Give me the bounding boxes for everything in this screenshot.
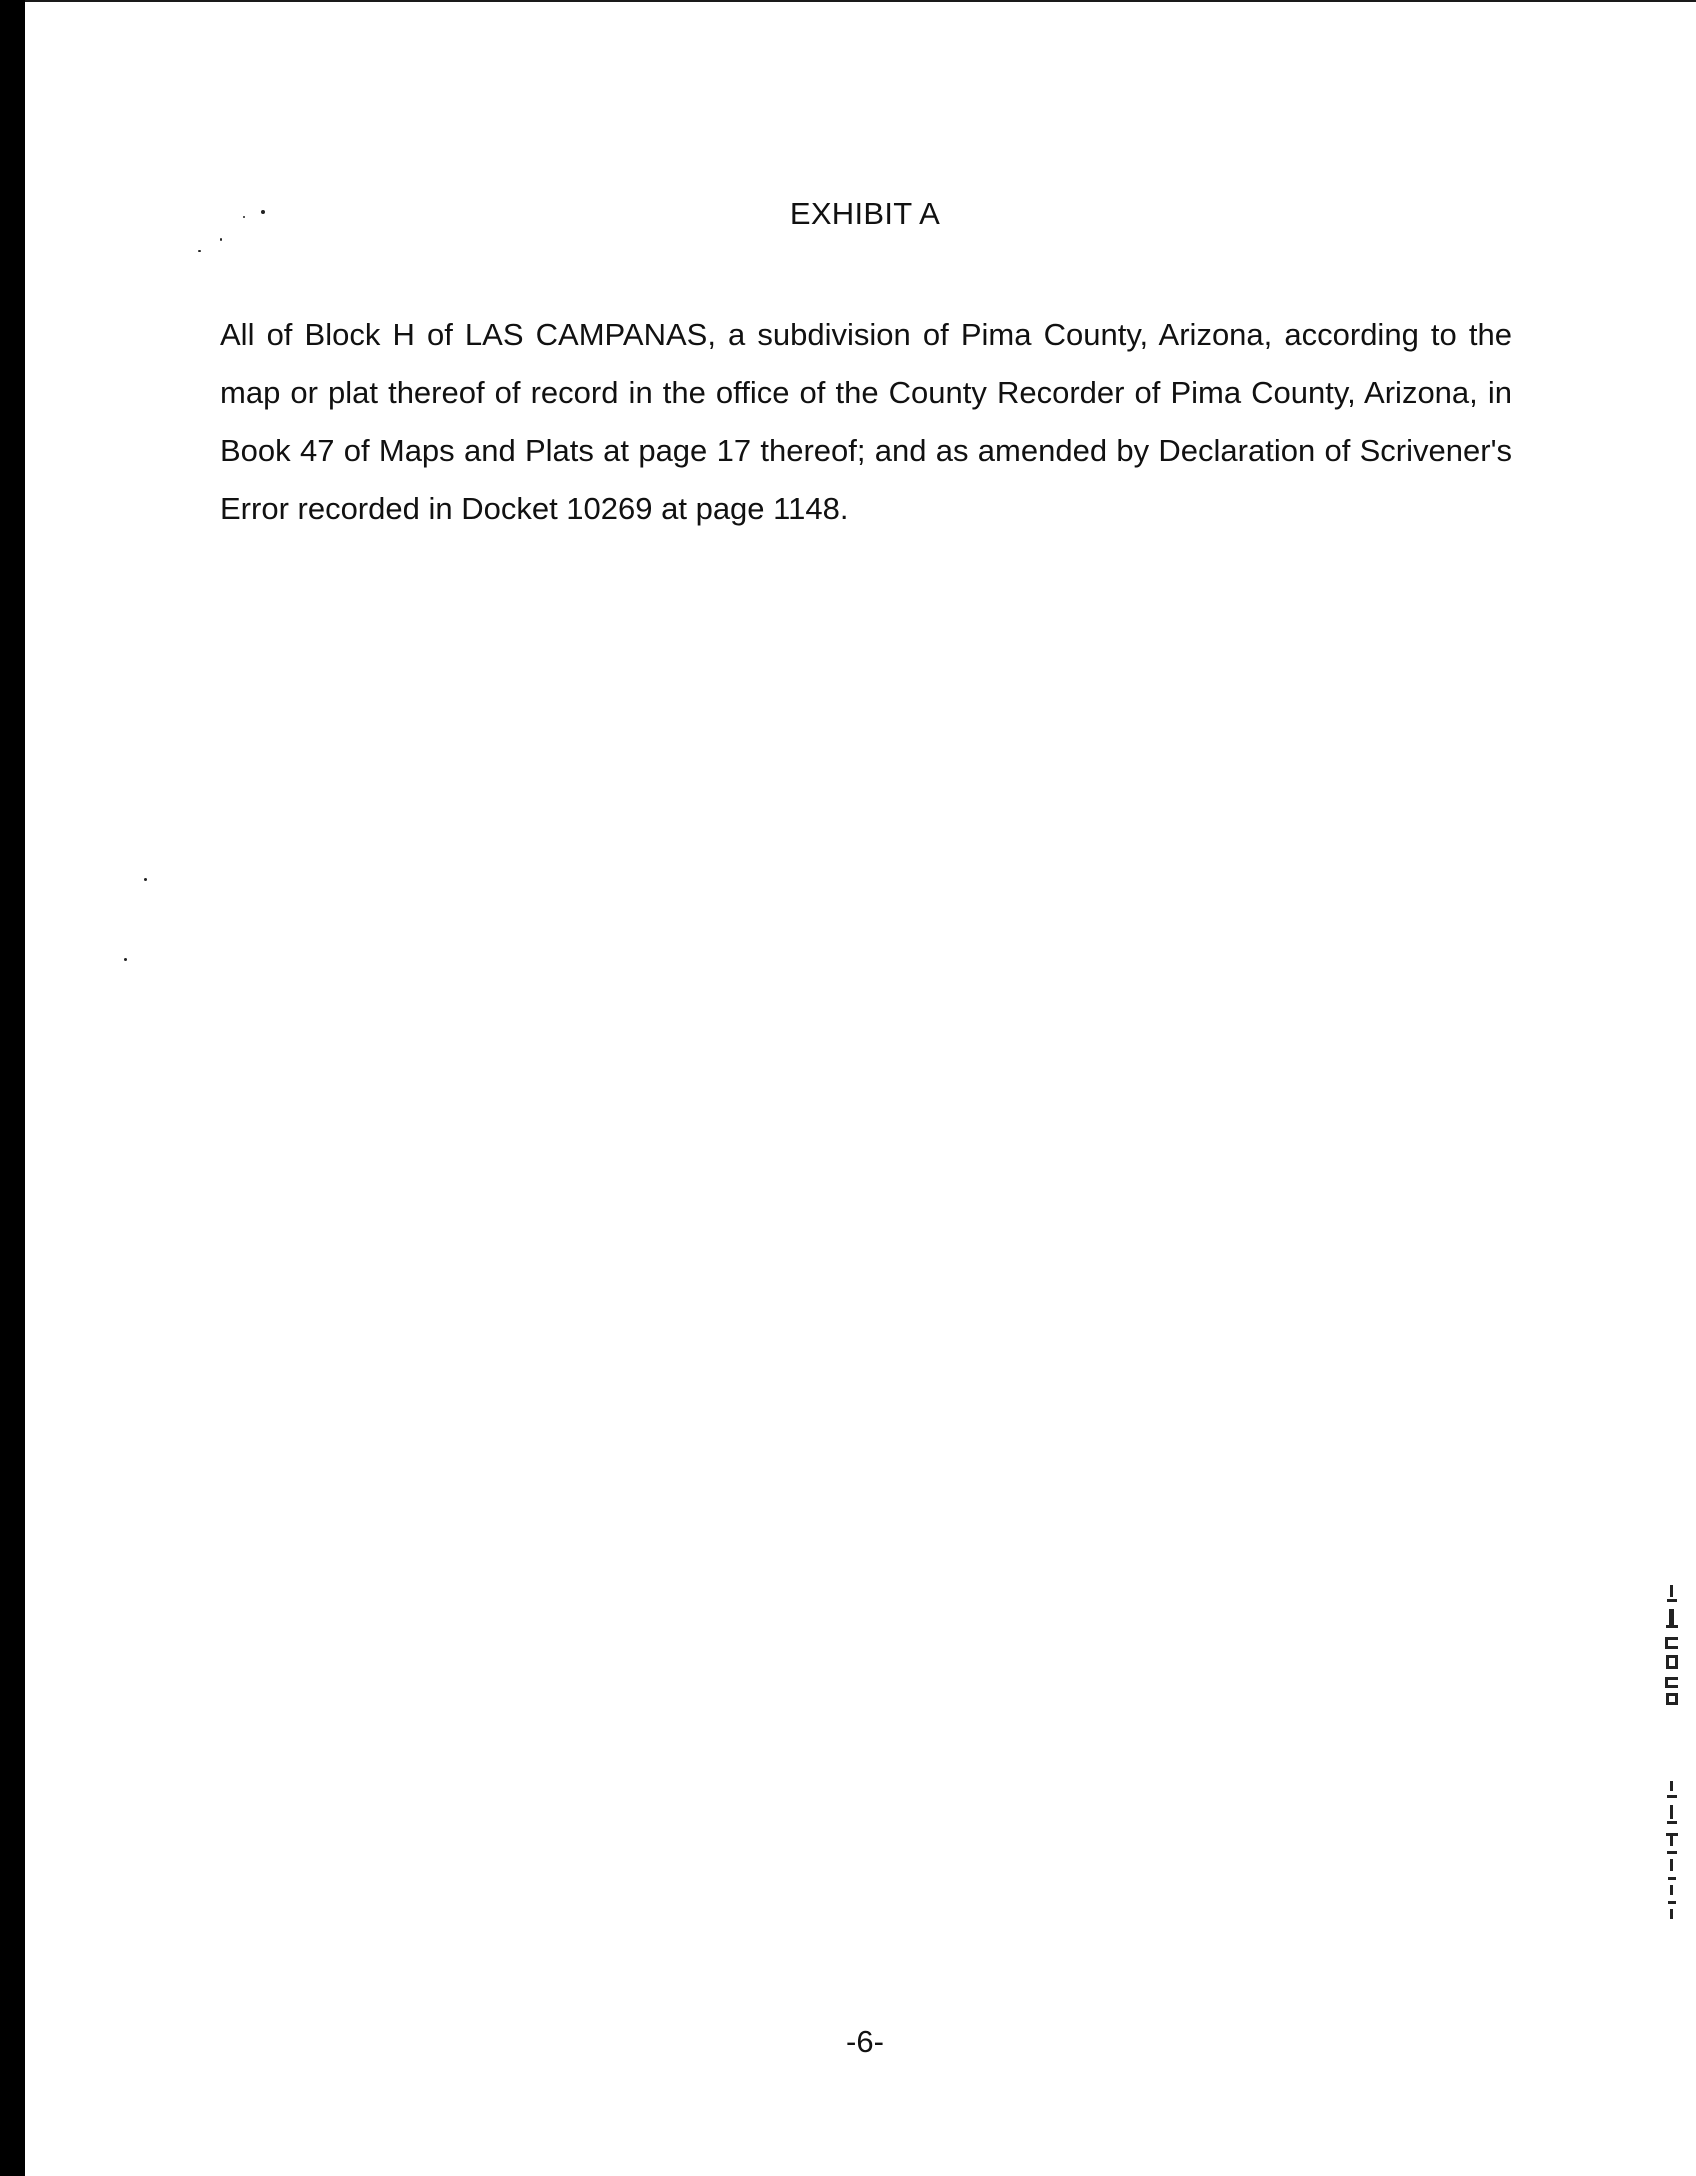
scan-edge-left <box>0 0 25 2176</box>
scan-speck <box>198 250 201 252</box>
legal-description-paragraph: All of Block H of LAS CAMPANAS, a subdivision of Pima County, Arizona, according to the map or plat thereof of record in the office of the County Recorder of Pima County, Arizona, in Book 47 of Maps and Plats at page 17 thereof; and as amended by Declaration of Scrivener's Error recorded in Docket 10269 at page 1148. <box>220 317 1512 526</box>
recorder-stamp-mark <box>1662 1585 1682 1921</box>
scan-speck <box>124 958 127 961</box>
scan-speck <box>220 238 222 241</box>
scan-speck <box>144 878 147 881</box>
page-number: -6- <box>846 2024 884 2059</box>
scan-edge-top <box>0 0 1696 2</box>
page-title: EXHIBIT A <box>789 196 941 231</box>
